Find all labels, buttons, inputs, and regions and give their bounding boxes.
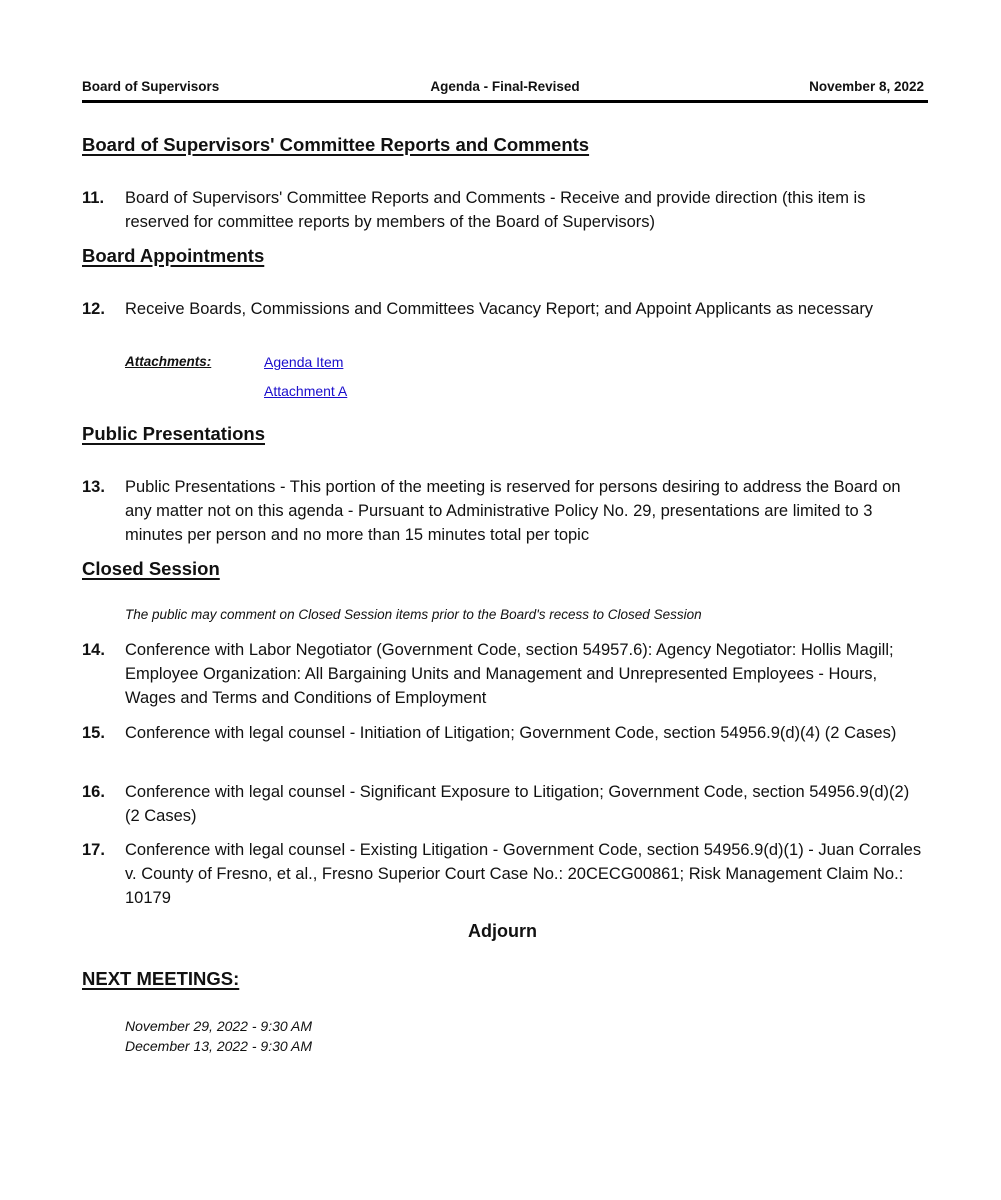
- item-number: 14.: [82, 641, 105, 659]
- item-text: Conference with legal counsel - Significant Exposure to Litigation; Government Code, section 54956.9(d)(2) (2 Cases): [125, 783, 910, 825]
- header-meeting-date: November 8, 2022: [809, 79, 924, 94]
- header-document-type: Agenda - Final-Revised: [430, 79, 580, 94]
- next-meeting-date: December 13, 2022 - 9:30 AM: [125, 1038, 313, 1054]
- item-text: Board of Supervisors' Committee Reports and Comments - Receive and provide direction (this item is reserved for committee reports by members of the Board of Supervisors): [125, 189, 866, 231]
- agenda-item-11: [82, 186, 922, 234]
- agenda-item-14: [82, 638, 922, 710]
- item-number: 12.: [82, 300, 105, 318]
- header-org-name: Board of Supervisors: [82, 79, 220, 94]
- item-text: Conference with legal counsel - Initiation of Litigation; Government Code, section 54956.9(d)(4) (2 Cases): [125, 724, 897, 742]
- item-number: 11.: [82, 189, 105, 207]
- agenda-item-15: [82, 721, 922, 745]
- agenda-item-12: [82, 297, 922, 321]
- adjourn-heading: Adjourn: [468, 921, 537, 941]
- item-number: 15.: [82, 724, 105, 742]
- closed-session-note: The public may comment on Closed Session items prior to the Board's recess to Closed Session: [125, 607, 702, 622]
- section-heading-closed-session: Closed Session: [82, 558, 220, 579]
- agenda-item-13: [82, 475, 922, 547]
- section-heading-public-presentations: Public Presentations: [82, 423, 265, 444]
- attachment-link-attachment-a[interactable]: Attachment A: [264, 383, 348, 399]
- item-text: Public Presentations - This portion of the meeting is reserved for persons desiring to address the Board on any matter not on this agenda - Pursuant to Administrative Policy No. 29, presentations are limited to 3 minutes per person and no more than 15 minutes total per topic: [125, 478, 901, 544]
- next-meetings-list: [125, 1016, 312, 1056]
- item-text: Conference with legal counsel - Existing Litigation - Government Code, section 54956.9(d)(1) - Juan Corrales v. County of Fresno, et al., Fresno Superior Court Case No.: 20CECG00861; Risk Management Claim No.: 10179: [125, 841, 922, 907]
- next-meeting-date: November 29, 2022 - 9:30 AM: [125, 1018, 313, 1034]
- page-header: [82, 79, 928, 103]
- agenda-item-16: [82, 780, 922, 828]
- attachment-link-agenda-item[interactable]: Agenda Item: [264, 354, 344, 370]
- item-number: 17.: [82, 841, 105, 859]
- agenda-item-17: [82, 838, 922, 910]
- section-heading-board-appointments: Board Appointments: [82, 245, 265, 266]
- item-text: Receive Boards, Commissions and Committees Vacancy Report; and Appoint Applicants as necessary: [125, 300, 874, 318]
- item-number: 13.: [82, 478, 105, 496]
- section-heading-committee-reports: Board of Supervisors' Committee Reports and Comments: [82, 134, 590, 155]
- item-text: Conference with Labor Negotiator (Government Code, section 54957.6): Agency Negotiator: Hollis Magill; Employee Organization: All Bargaining Units and Management and Unrepresented Employees - Hours, Wages and Terms and Conditions of Employment: [125, 641, 894, 707]
- attachments-label: Attachments:: [125, 354, 212, 369]
- item-number: 16.: [82, 783, 105, 801]
- section-heading-next-meetings: NEXT MEETINGS:: [82, 968, 240, 989]
